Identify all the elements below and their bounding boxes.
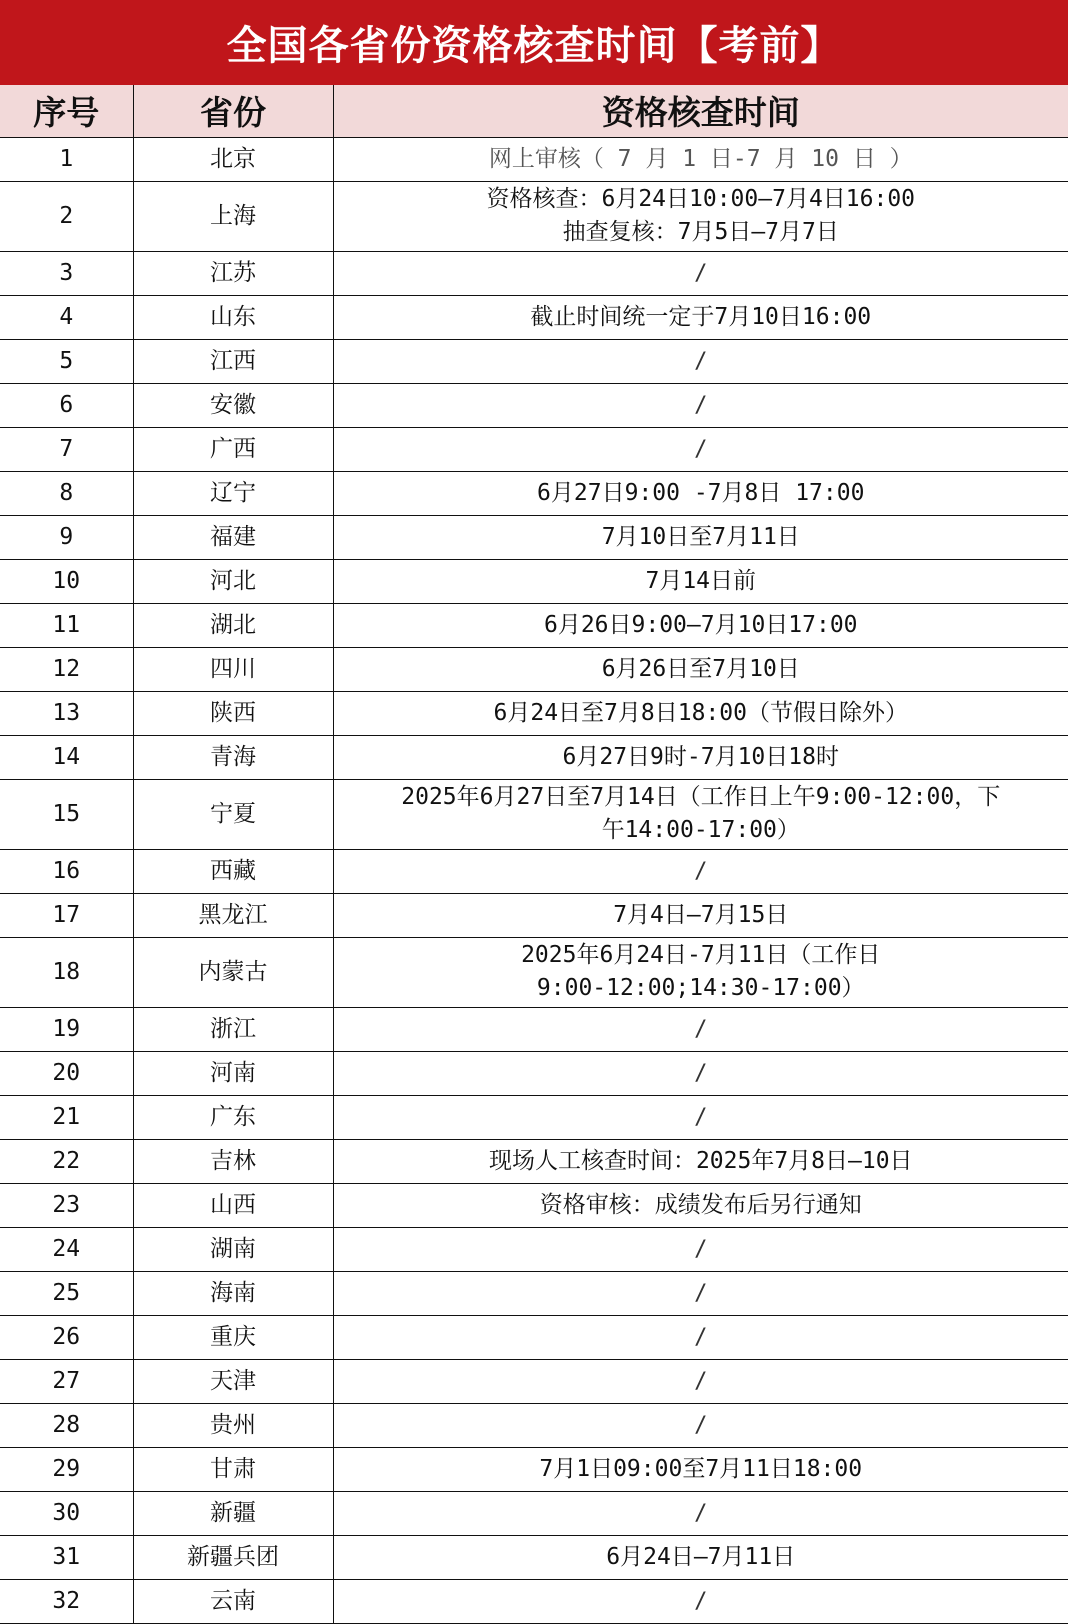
table-row — [0, 559, 1068, 603]
row-number: 32 — [0, 1579, 133, 1623]
row-number: 31 — [0, 1535, 133, 1579]
table-row — [0, 779, 1068, 849]
province-name: 四川 — [133, 647, 333, 691]
check-time — [333, 1227, 1068, 1271]
province-name: 广西 — [133, 427, 333, 471]
table-row — [0, 383, 1068, 427]
check-time-line: 6月26日9:00—7月10日17:00 — [543, 611, 858, 638]
row-number: 20 — [0, 1051, 133, 1095]
table-row — [0, 603, 1068, 647]
table-row — [0, 1315, 1068, 1359]
check-time-line: 7月1日09:00至7月11日18:00 — [539, 1455, 863, 1482]
check-time-line: 截止时间统一定于7月10日16:00 — [530, 303, 872, 330]
row-number: 11 — [0, 603, 133, 647]
check-time-line: / — [694, 1104, 708, 1130]
table-row — [0, 1491, 1068, 1535]
check-time — [333, 1359, 1068, 1403]
province-name: 甘肃 — [133, 1447, 333, 1491]
table-body — [0, 137, 1068, 1623]
province-name: 吉林 — [133, 1139, 333, 1183]
check-time — [333, 1139, 1068, 1183]
check-time — [333, 137, 1068, 181]
row-number: 28 — [0, 1403, 133, 1447]
row-number: 24 — [0, 1227, 133, 1271]
table-row — [0, 1535, 1068, 1579]
check-time-line: 6月24日至7月8日18:00（节假日除外） — [493, 699, 908, 726]
check-time-line: 午14:00-17:00） — [601, 817, 800, 843]
schedule-table — [0, 85, 1068, 1624]
check-time — [333, 1051, 1068, 1095]
check-time — [333, 849, 1068, 893]
province-name: 内蒙古 — [133, 937, 333, 1007]
row-number: 4 — [0, 295, 133, 339]
check-time — [333, 1491, 1068, 1535]
table-row — [0, 691, 1068, 735]
province-name: 新疆兵团 — [133, 1535, 333, 1579]
check-time-line: 网上审核（ 7 月 1 日-7 月 10 日 ） — [488, 145, 913, 172]
check-time — [333, 339, 1068, 383]
row-number: 21 — [0, 1095, 133, 1139]
check-time — [333, 1535, 1068, 1579]
table-row — [0, 1183, 1068, 1227]
check-time-line: / — [694, 858, 708, 884]
province-name: 新疆 — [133, 1491, 333, 1535]
check-time-line: / — [694, 1016, 708, 1042]
province-name: 山西 — [133, 1183, 333, 1227]
row-number: 7 — [0, 427, 133, 471]
check-time — [333, 1007, 1068, 1051]
page-title: 全国各省份资格核查时间【考前】 — [0, 0, 1068, 85]
check-time-line: 现场人工核查时间：2025年7月8日—10日 — [488, 1147, 913, 1174]
check-time-line: / — [694, 392, 708, 418]
province-name: 黑龙江 — [133, 893, 333, 937]
check-time-line: / — [694, 1280, 708, 1306]
row-number: 22 — [0, 1139, 133, 1183]
row-number: 6 — [0, 383, 133, 427]
check-time — [333, 691, 1068, 735]
row-number: 13 — [0, 691, 133, 735]
column-header-check-time: 资格核查时间 — [333, 85, 1068, 137]
check-time-line: 资格审核：成绩发布后另行通知 — [539, 1191, 862, 1218]
check-time — [333, 603, 1068, 647]
table-row — [0, 1051, 1068, 1095]
check-time — [333, 1271, 1068, 1315]
row-number: 15 — [0, 779, 133, 849]
province-name: 西藏 — [133, 849, 333, 893]
check-time-line: 6月26日至7月10日 — [601, 655, 800, 682]
province-name: 上海 — [133, 181, 333, 251]
check-time-line: 6月27日9时-7月10日18时 — [562, 743, 839, 770]
check-time — [333, 1183, 1068, 1227]
row-number: 9 — [0, 515, 133, 559]
province-name: 河北 — [133, 559, 333, 603]
check-time-line: 7月4日—7月15日 — [613, 901, 789, 928]
check-time — [333, 471, 1068, 515]
table-row — [0, 937, 1068, 1007]
table-row — [0, 251, 1068, 295]
table-row — [0, 137, 1068, 181]
table-row — [0, 427, 1068, 471]
row-number: 27 — [0, 1359, 133, 1403]
check-time — [333, 735, 1068, 779]
table-row — [0, 647, 1068, 691]
column-header-province: 省份 — [133, 85, 333, 137]
table-row — [0, 1447, 1068, 1491]
row-number: 8 — [0, 471, 133, 515]
column-header-number: 序号 — [0, 85, 133, 137]
check-time-line: 资格核查：6月24日10:00—7月4日16:00 — [486, 186, 916, 212]
check-time-line: 抽查复核：7月5日—7月7日 — [562, 219, 839, 245]
row-number: 3 — [0, 251, 133, 295]
province-name: 湖南 — [133, 1227, 333, 1271]
check-time-line: 6月27日9:00 -7月8日 17:00 — [537, 479, 865, 506]
check-time — [333, 647, 1068, 691]
table-row — [0, 515, 1068, 559]
check-time-line: 9:00-12:00;14:30-17:00） — [536, 975, 865, 1001]
province-name: 海南 — [133, 1271, 333, 1315]
check-time-line: / — [694, 260, 708, 286]
table-row — [0, 1227, 1068, 1271]
check-time — [333, 295, 1068, 339]
check-time-line: 7月10日至7月11日 — [601, 523, 800, 550]
check-time — [333, 181, 1068, 251]
row-number: 10 — [0, 559, 133, 603]
province-name: 安徽 — [133, 383, 333, 427]
province-name: 重庆 — [133, 1315, 333, 1359]
check-time — [333, 937, 1068, 1007]
table-row — [0, 893, 1068, 937]
row-number: 2 — [0, 181, 133, 251]
province-name: 江苏 — [133, 251, 333, 295]
check-time-line: / — [694, 436, 708, 462]
row-number: 23 — [0, 1183, 133, 1227]
row-number: 18 — [0, 937, 133, 1007]
table-row — [0, 1095, 1068, 1139]
table-row — [0, 1139, 1068, 1183]
table-row — [0, 1403, 1068, 1447]
table-row — [0, 295, 1068, 339]
table-header-row — [0, 85, 1068, 137]
row-number: 25 — [0, 1271, 133, 1315]
check-time-line: / — [694, 1588, 708, 1614]
check-time-line: / — [694, 348, 708, 374]
check-time — [333, 779, 1068, 849]
check-time-line: 6月24日—7月11日 — [606, 1543, 796, 1570]
row-number: 29 — [0, 1447, 133, 1491]
row-number: 5 — [0, 339, 133, 383]
province-name: 北京 — [133, 137, 333, 181]
table-row — [0, 1579, 1068, 1623]
province-name: 辽宁 — [133, 471, 333, 515]
province-name: 福建 — [133, 515, 333, 559]
row-number: 19 — [0, 1007, 133, 1051]
table-row — [0, 181, 1068, 251]
check-time-line: / — [694, 1324, 708, 1350]
province-name: 青海 — [133, 735, 333, 779]
province-name: 贵州 — [133, 1403, 333, 1447]
table-row — [0, 471, 1068, 515]
check-time-line: / — [694, 1236, 708, 1262]
check-time — [333, 1315, 1068, 1359]
province-name: 湖北 — [133, 603, 333, 647]
table-row — [0, 849, 1068, 893]
row-number: 1 — [0, 137, 133, 181]
row-number: 12 — [0, 647, 133, 691]
check-time — [333, 559, 1068, 603]
check-time — [333, 1403, 1068, 1447]
province-name: 宁夏 — [133, 779, 333, 849]
check-time — [333, 1095, 1068, 1139]
table-row — [0, 735, 1068, 779]
check-time — [333, 427, 1068, 471]
check-time-line: / — [694, 1500, 708, 1526]
check-time-line: 2025年6月24日-7月11日（工作日 — [521, 942, 881, 968]
table-row — [0, 1271, 1068, 1315]
check-time — [333, 515, 1068, 559]
check-time — [333, 1579, 1068, 1623]
check-time-line: / — [694, 1060, 708, 1086]
check-time — [333, 251, 1068, 295]
province-name: 浙江 — [133, 1007, 333, 1051]
check-time — [333, 893, 1068, 937]
province-name: 云南 — [133, 1579, 333, 1623]
row-number: 30 — [0, 1491, 133, 1535]
check-time-line: / — [694, 1412, 708, 1438]
table-row — [0, 339, 1068, 383]
province-name: 天津 — [133, 1359, 333, 1403]
row-number: 26 — [0, 1315, 133, 1359]
check-time-line: 7月14日前 — [645, 567, 757, 594]
row-number: 17 — [0, 893, 133, 937]
check-time — [333, 383, 1068, 427]
check-time-line: / — [694, 1368, 708, 1394]
row-number: 16 — [0, 849, 133, 893]
check-time — [333, 1447, 1068, 1491]
province-name: 江西 — [133, 339, 333, 383]
table-row — [0, 1007, 1068, 1051]
province-name: 广东 — [133, 1095, 333, 1139]
province-name: 河南 — [133, 1051, 333, 1095]
province-name: 陕西 — [133, 691, 333, 735]
check-time-line: 2025年6月27日至7月14日（工作日上午9:00-12:00，下 — [401, 784, 1001, 810]
table-row — [0, 1359, 1068, 1403]
province-name: 山东 — [133, 295, 333, 339]
row-number: 14 — [0, 735, 133, 779]
